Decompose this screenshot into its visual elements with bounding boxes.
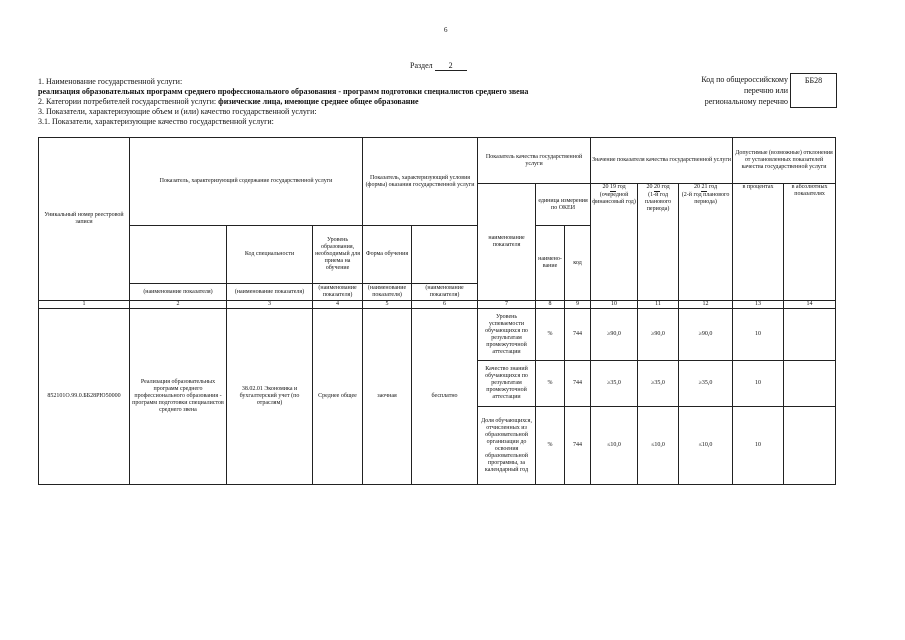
section-label: Раздел bbox=[410, 61, 433, 70]
header-line-3: 3. Показатели, характеризующие объем и (или) качество государственной услуги: bbox=[38, 107, 317, 116]
year1-value: 19 bbox=[609, 184, 616, 190]
colnum: 9 bbox=[565, 301, 591, 309]
indicator-pct: 10 bbox=[733, 407, 784, 485]
consumer-label: 2. Категории потребителей государственной услуги: bbox=[38, 97, 217, 106]
header-line-1: 1. Наименование государственной услуги: bbox=[38, 77, 183, 86]
indicator-v2: ≤10,0 bbox=[638, 407, 679, 485]
okved-label-1: Код по общероссийскому bbox=[701, 75, 788, 84]
header-unit: единица измерения по ОКЕИ bbox=[536, 184, 591, 226]
program-name: Реализация образовательных программ среднего профессионального образования - программ подготовки специалистов среднего звена bbox=[130, 309, 227, 485]
colnum: 14 bbox=[784, 301, 836, 309]
indicator-v3: ≥35,0 bbox=[679, 361, 733, 407]
indicator-abs bbox=[784, 361, 836, 407]
indicator-code: 744 bbox=[565, 407, 591, 485]
section-number: 2 bbox=[435, 61, 467, 71]
header-col-specialty: Код специальности bbox=[227, 226, 313, 284]
indicator-abs bbox=[784, 309, 836, 361]
colnum: 4 bbox=[313, 301, 363, 309]
year1-prefix: 20 bbox=[602, 184, 609, 190]
header-col-payment bbox=[412, 226, 478, 284]
unique-number: 852101О.99.0.ББ28РЮ50000 bbox=[39, 309, 130, 485]
okved-code-box bbox=[790, 73, 837, 108]
header-year-3 bbox=[679, 184, 733, 301]
indicator-unit: % bbox=[536, 407, 565, 485]
colnum: 1 bbox=[39, 301, 130, 309]
okved-label-3: региональному перечню bbox=[704, 97, 788, 106]
header-year-1 bbox=[591, 184, 638, 301]
colnum: 8 bbox=[536, 301, 565, 309]
indicator-pct: 10 bbox=[733, 361, 784, 407]
year2-value: 20 bbox=[653, 184, 660, 190]
colnum: 13 bbox=[733, 301, 784, 309]
indicator-pct: 10 bbox=[733, 309, 784, 361]
header-year-2 bbox=[638, 184, 679, 301]
header-unit-name: наимено-вание bbox=[536, 226, 565, 301]
year3-note: (2-й год планового периода) bbox=[681, 192, 730, 205]
year3-prefix: 20 bbox=[693, 184, 700, 190]
sub-name-2: (наименование показателя) bbox=[130, 284, 227, 301]
colnum: 12 bbox=[679, 301, 733, 309]
header-col-form: Форма обучения bbox=[363, 226, 412, 284]
section-title bbox=[410, 61, 467, 71]
okved-label-2: перечню или bbox=[743, 86, 788, 95]
header-col-education: Уровень образования, необходимый для приема на обучение bbox=[313, 226, 363, 284]
colnum: 11 bbox=[638, 301, 679, 309]
sub-name-4: (наименование показателя) bbox=[313, 284, 363, 301]
column-numbers-row bbox=[39, 301, 836, 309]
colnum: 7 bbox=[478, 301, 536, 309]
indicator-name: Уровень успеваемости обучающихся по результатам промежуточной аттестации bbox=[478, 309, 536, 361]
indicator-name: Качество знаний обучающихся по результатам промежуточной аттестации bbox=[478, 361, 536, 407]
table-row bbox=[39, 309, 836, 361]
header-line-2 bbox=[38, 97, 419, 106]
header-indicator-name: наименование показателя bbox=[478, 184, 536, 301]
header-unique: Уникальный номер реестровой записи bbox=[39, 138, 130, 301]
year2-suffix: год bbox=[661, 184, 670, 190]
study-form: заочная bbox=[363, 309, 412, 485]
colnum: 10 bbox=[591, 301, 638, 309]
indicator-code: 744 bbox=[565, 309, 591, 361]
colnum: 2 bbox=[130, 301, 227, 309]
quality-table bbox=[38, 137, 836, 485]
education-level: Среднее общее bbox=[313, 309, 363, 485]
header-col-program bbox=[130, 226, 227, 284]
sub-name-6: (наименование показателя) bbox=[412, 284, 478, 301]
year1-note: (очередной финансовый год) bbox=[592, 192, 636, 205]
consumer-value: физические лица, имеющие среднее общее образование bbox=[218, 97, 419, 106]
header-deviation: Допустимые (возможные) отклонения от установленных показателей качества государственной услуги bbox=[733, 138, 836, 184]
page-number: 6 bbox=[444, 26, 448, 34]
header-quality: Показатель качества государственной услуги bbox=[478, 138, 591, 184]
header-conditions: Показатель, характеризующий условия (формы) оказания государственной услуги bbox=[363, 138, 478, 226]
header-unit-code: код bbox=[565, 226, 591, 301]
sub-name-5: (наименование показателя) bbox=[363, 284, 412, 301]
indicator-name: Доля обучающихся, отчисленных из образовательной организации до освоения образовательной программы, за календарный год bbox=[478, 407, 536, 485]
indicator-v3: ≥90,0 bbox=[679, 309, 733, 361]
indicator-v2: ≥35,0 bbox=[638, 361, 679, 407]
header-absolute: в абсолютных показателях bbox=[784, 184, 836, 301]
indicator-unit: % bbox=[536, 361, 565, 407]
indicator-v2: ≥90,0 bbox=[638, 309, 679, 361]
payment: бесплатно bbox=[412, 309, 478, 485]
year2-note: (1-й год планового периода) bbox=[644, 192, 672, 212]
specialty-code: 38.02.01 Экономика и бухгалтерский учет (по отраслям) bbox=[227, 309, 313, 485]
indicator-v1: ≥35,0 bbox=[591, 361, 638, 407]
indicator-unit: % bbox=[536, 309, 565, 361]
indicator-v1: ≥90,0 bbox=[591, 309, 638, 361]
header-content: Показатель, характеризующий содержание государственной услуги bbox=[130, 138, 363, 226]
year1-suffix: год bbox=[617, 184, 626, 190]
header-line-31: 3.1. Показатели, характеризующие качество государственной услуги: bbox=[38, 117, 274, 126]
colnum: 6 bbox=[412, 301, 478, 309]
colnum: 5 bbox=[363, 301, 412, 309]
indicator-abs bbox=[784, 407, 836, 485]
colnum: 3 bbox=[227, 301, 313, 309]
okved-code: ББ28 bbox=[804, 76, 823, 85]
indicator-v3: ≤10,0 bbox=[679, 407, 733, 485]
header-percent: в процентах bbox=[733, 184, 784, 301]
year3-suffix: год bbox=[708, 184, 718, 190]
header-values: Значение показателя качества государственной услуги bbox=[591, 138, 733, 184]
year3-value: 21 bbox=[701, 184, 708, 190]
indicator-code: 744 bbox=[565, 361, 591, 407]
indicator-v1: ≤10,0 bbox=[591, 407, 638, 485]
sub-name-3: (наименование показателя) bbox=[227, 284, 313, 301]
service-name: реализация образовательных программ среднего профессионального образования - программ подготовки специалистов среднего звена bbox=[38, 87, 529, 96]
okved-label bbox=[680, 75, 788, 106]
year2-prefix: 20 bbox=[646, 184, 653, 190]
